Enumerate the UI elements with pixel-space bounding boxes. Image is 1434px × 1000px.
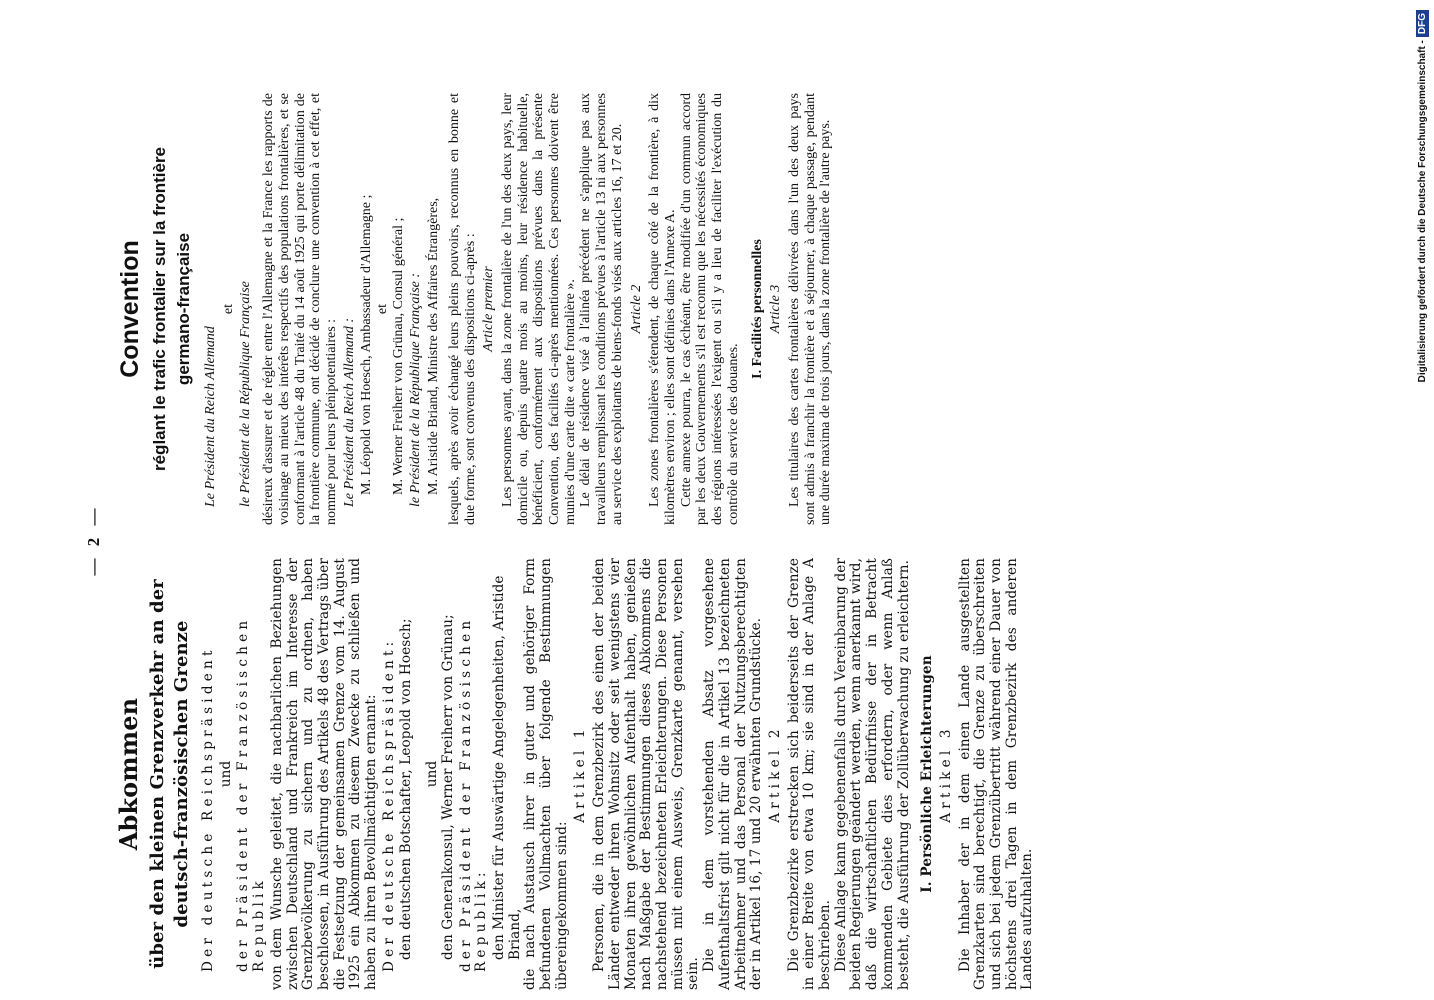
french-article-2-para-1: Les zones frontalières s'étendent, de chaque côté de la frontière, à dix kilomètres environ ; elles sont définies dans l'Annexe A. (647, 93, 678, 525)
french-et-1: et (220, 303, 236, 315)
french-article-2-para-2: Cette annexe pourra, le cas échéant, être modifiée d'un commun accord par les deux Gouvernements s'il est reconnu que les nécessités économiques des régions intéressées l'exigent ou s'il y a lieu de faciliter l'exécution du contrôle du service des douanes. (678, 93, 741, 525)
german-section-1-heading: I. Persönliche Erleichterungen (919, 655, 936, 893)
french-et-2: et (375, 303, 391, 315)
german-und-2: und (424, 760, 441, 788)
french-column (112, 93, 834, 525)
german-article-2-para-1: Die Grenzbezirke erstrecken sich beiderseits der Grenze in einer Breite von etwa 10 km; sie sind in der Anlage A beschrieben. (785, 558, 834, 990)
page-number: — 2 — (84, 504, 103, 576)
german-rp-heading: Der deutsche Reichspräsident: (380, 637, 397, 972)
german-preamble: von dem Wunsche geleitet, die nachbarlichen Beziehungen zwischen Deutschland und Frankreich im Interesse der Grenzbevölkerung zu sichern und zu ordnen, haben beschlossen, in Ausführung des Artikels 48 des Vertrags über die Festsetzung der gemeinsamen Grenze vom 14. August 1925 ein Abkommen zu diesem Zwecke zu schließen und haben zu ihren Bevollmächtigten ernannt: (268, 558, 380, 990)
german-article-1-title: Artikel 1 (572, 725, 589, 823)
french-party-2: le Président de la République Française (238, 281, 254, 507)
german-rp-name-2: den Generalkonsul, Werner Freiherr von Grünau; (439, 614, 456, 960)
german-exchange: die nach Austausch ihrer in guter und gehöriger Form befundenen Vollmachten über folgende Bestimmungen übereingekommen sind: (522, 558, 570, 990)
german-pr-heading: der Präsident der Französischen Republik: (457, 616, 490, 972)
french-subtitle-1: réglant le trafic frontalier sur la frontière (150, 146, 169, 472)
german-article-2-para-2: Diese Anlage kann gegebenenfalls durch Vereinbarung der beiden Regierungen geändert werden, wenn anerkannt wird, daß die wirtschaftlichen Bedürfnisse der in Betracht kommenden Gebiete dies erfordern, oder wenn Anlaß besteht, die Ausführung der Zollüberwachung zu erleichtern. (832, 558, 912, 990)
french-rp-name-2: M. Werner Freiherr von Grünau, Consul général ; (390, 217, 406, 495)
french-article-3-title: Article 3 (768, 284, 784, 334)
french-subtitle-2: germano-française (174, 232, 193, 386)
french-preamble: désireux d'assurer et de régler entre l'Allemagne et la France les rapports de voisinage au mieux des intérêts respectifs des populations frontalières, et se conformant à l'article 48 du Traité du 14 août 1925 qui porte délimitation de la frontière commune, ont décidé de conclure une convention à cet effet, et nommé pour leurs plénipotentiaires : (261, 93, 339, 525)
french-party-1: Le Président du Reich Allemand (203, 326, 218, 507)
german-article-3-title: Artikel 3 (937, 725, 954, 823)
german-article-3-para-1: Die Inhaber der in dem einen Lande ausgestellten Grenzkarten sind berechtigt, die Grenze zu überschreiten und sich bei jedem Grenzübertritt während einer Dauer von höchstens drei Tagen in dem Grenzbezirk des anderen Landes aufzuhalten. (956, 558, 1036, 990)
rotated-document-page (80, 90, 1320, 990)
german-column (112, 558, 1036, 990)
german-rp-name-1: den deutschen Botschafter, Leopold von Hoesch; (398, 618, 415, 960)
french-exchange: lesquels, après avoir échangé leurs pleins pouvoirs, reconnus en bonne et due forme, sont convenus des dispositions ci-après : (446, 93, 478, 525)
german-party-1: Der deutsche Reichspräsident (200, 646, 216, 972)
dfg-logo: DFG (1416, 10, 1429, 37)
french-pr-name: M. Aristide Briand, Ministre des Affaires Étrangères, (426, 197, 442, 495)
german-pr-name: den Minister für Auswärtige Angelegenheiten, Aristide Briand, (490, 575, 523, 960)
french-rp-name-1: M. Léopold von Hoesch, Ambassadeur d'Allemagne ; (359, 194, 375, 495)
german-article-2-title: Artikel 2 (766, 725, 783, 823)
french-article-1-para-2: Le délai de résidence visé à l'alinéa précédent ne s'applique pas aux travailleurs remplissant les conditions prévues à l'article 13 ni aux personnes au service des exploitants de biens-fonds visés aux articles 16, 17 et 20. (578, 93, 625, 525)
digitization-footer (1416, 10, 1430, 990)
german-article-1-para-2: Die in dem vorstehenden Absatz vorgesehene Aufenthaltsfrist gilt nicht für die in Artikel 13 bezeichneten Arbeitnehmer und das Personal der Nutzungsberechtigten der in Artikel 16, 17 und 20 erwähnten Grundstücke. (701, 558, 765, 990)
french-rp-heading: Le Président du Reich Allemand : (341, 317, 357, 507)
french-article-1-para-1: Les personnes ayant, dans la zone frontalière de l'un des deux pays, leur domicile ou, depuis quatre mois au moins, leur résidence habituelle, bénéficient, conformément aux dispositions prévues dans la présente Convention, des facilités ci-après mentionnées. Ces personnes doivent être munies d'une carte dite « carte frontalière ». (499, 93, 578, 525)
footer-text-wrapper (1416, 10, 1429, 990)
german-party-2: der Präsident der Französischen Republik (235, 616, 268, 972)
french-section-1-heading: I. Facilités personnelles (749, 239, 765, 379)
german-und-1: und (217, 760, 234, 788)
german-title: Abkommen (114, 697, 143, 851)
german-subtitle-2: deutsch-französischen Grenze (171, 620, 192, 928)
french-article-1-title: Article premier (481, 266, 497, 352)
french-article-3-para-1: Les titulaires des cartes frontalières délivrées dans l'un des deux pays sont admis à franchir la frontière et à séjourner, à chaque passage, pendant une durée maxima de trois jours, dans la zone frontalière de l'autre pays. (786, 93, 834, 525)
german-subtitle-1: über den kleinen Grenzverkehr an der (147, 579, 168, 969)
footer-text: Digitalisierung gefördert durch die Deutsche Forschungsgemeinschaft - (1417, 40, 1428, 383)
french-title: Convention (116, 240, 144, 378)
german-article-1-para-1: Personen, die in dem Grenzbezirk des einen der beiden Länder entweder ihren Wohnsitz oder seit wenigstens vier Monaten ihren gewöhnlichen Aufenthalt haben, genießen nach Maßgabe der Bestimmungen dieses Abkommens die nachstehend bezeichneten Erleichterungen. Diese Personen müssen mit einem Ausweis, Grenzkarte genannt, versehen sein. (591, 558, 702, 990)
french-pr-heading: le Président de la République Française : (408, 272, 424, 507)
french-article-2-title: Article 2 (628, 284, 644, 334)
